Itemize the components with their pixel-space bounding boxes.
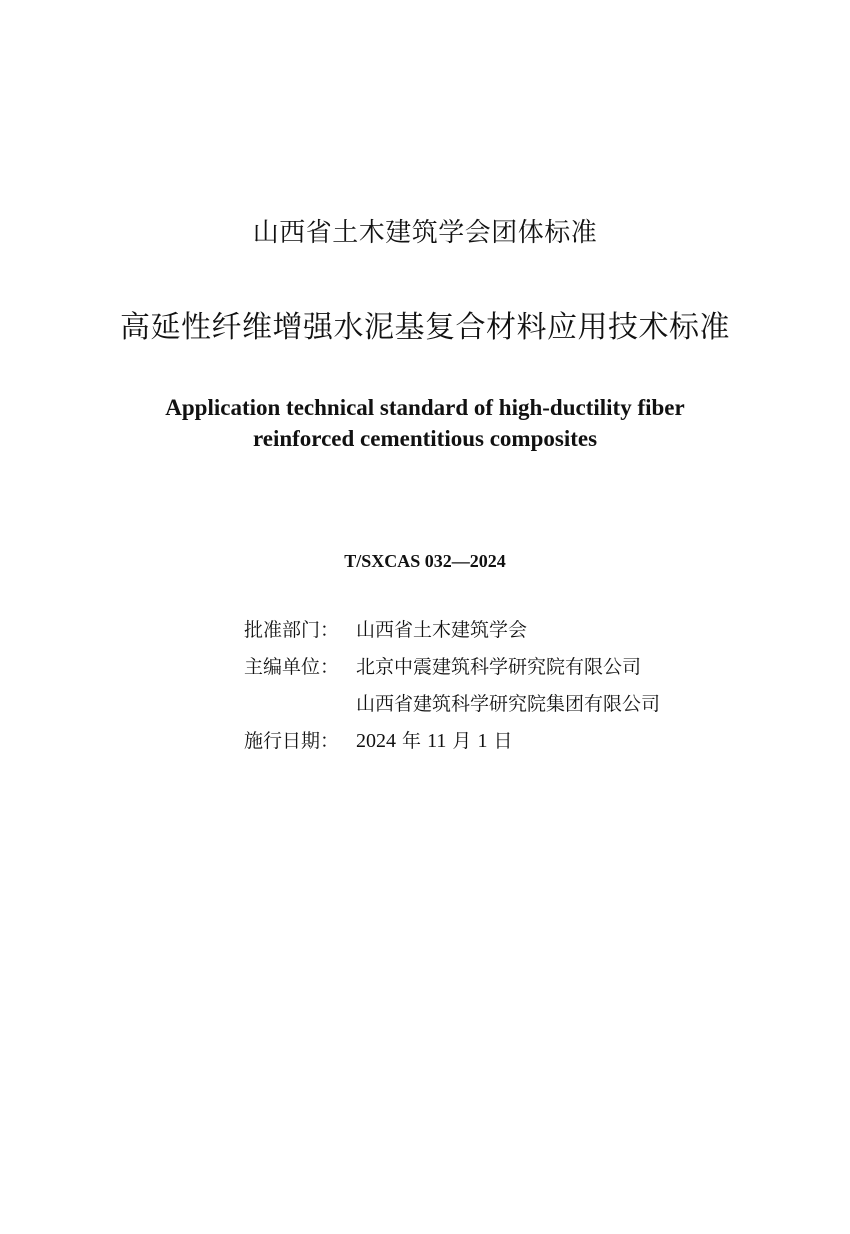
effective-date-row (244, 728, 660, 765)
editor-label: 主编单位： (244, 656, 340, 678)
approval-label: 批准部门： (244, 619, 340, 641)
english-title-line-1: Application technical standard of high-ductility fiber (165, 395, 685, 420)
date-year: 2024 (356, 730, 396, 752)
date-month-unit: 月 (452, 730, 472, 752)
english-title (0, 392, 850, 454)
editor-value-1: 北京中震建筑科学研究院有限公司 (356, 656, 642, 678)
editor-row-2 (244, 691, 660, 728)
approval-row (244, 617, 660, 654)
editor-value-2: 山西省建筑科学研究院集团有限公司 (356, 693, 661, 715)
organization-title: 山西省土木建筑学会团体标准 (252, 218, 598, 248)
publication-info (244, 617, 660, 765)
date-day: 1 (477, 730, 488, 752)
english-title-line-2: reinforced cementitious composites (252, 426, 598, 451)
approval-value: 山西省土木建筑学会 (356, 619, 528, 641)
date-label: 施行日期： (244, 730, 340, 752)
document-title: 高延性纤维增强水泥基复合材料应用技术标准 (120, 310, 730, 345)
date-year-unit: 年 (402, 730, 422, 752)
date-day-unit: 日 (493, 730, 513, 752)
standard-code: T/SXCAS 032—2024 (344, 551, 506, 571)
date-month: 11 (427, 730, 447, 752)
editor-row (244, 654, 660, 691)
